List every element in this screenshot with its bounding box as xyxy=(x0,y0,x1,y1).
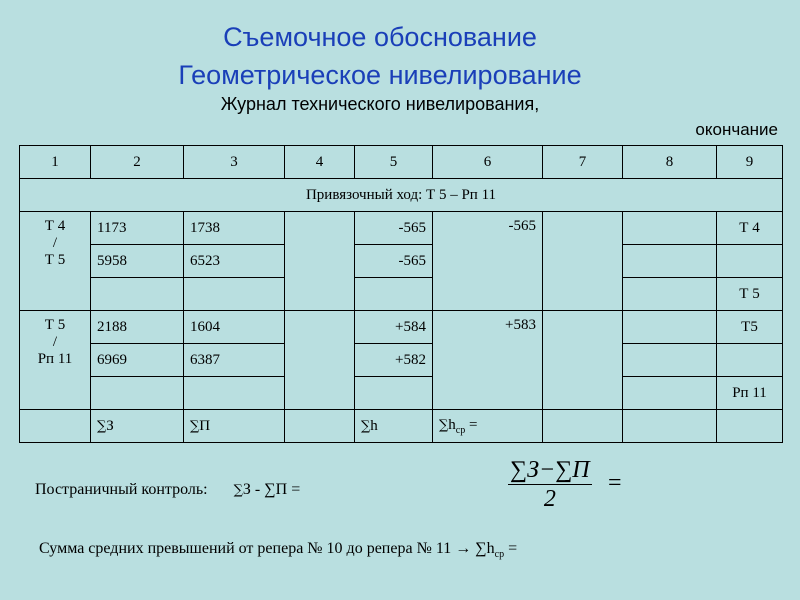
sum-symbol: ∑ xyxy=(190,418,200,434)
col-header: 9 xyxy=(717,146,783,179)
sum-symbol: ∑ xyxy=(97,418,107,434)
col-header: 8 xyxy=(623,146,717,179)
ending-label: окончание xyxy=(695,120,778,139)
back-reading: 5958 xyxy=(91,245,184,278)
empty-cell xyxy=(543,212,623,311)
fore-reading: 1604 xyxy=(184,311,285,344)
point-label: Т5 xyxy=(717,311,783,344)
sum-statement-eq: = xyxy=(504,540,518,557)
empty-cell xyxy=(543,410,623,443)
empty-cell xyxy=(623,344,717,377)
leveling-journal-table xyxy=(19,145,783,443)
sum-statement-sub: ср xyxy=(494,549,505,561)
empty-cell xyxy=(285,311,355,410)
empty-cell xyxy=(623,278,717,311)
empty-cell xyxy=(355,377,433,410)
station-cell xyxy=(20,212,91,311)
table-row xyxy=(20,311,783,344)
empty-cell xyxy=(623,410,717,443)
col-header: 3 xyxy=(184,146,285,179)
sum-z-cell xyxy=(91,410,184,443)
page-control-label: Постраничный контроль: xyxy=(35,481,208,498)
empty-cell xyxy=(717,344,783,377)
table-row xyxy=(20,245,783,278)
station-slash: / xyxy=(52,334,58,350)
sum-symbol: ∑ xyxy=(361,418,371,434)
empty-cell xyxy=(623,311,717,344)
station-cell xyxy=(20,311,91,410)
col-header: 6 xyxy=(433,146,543,179)
sum-hcp-label: h xyxy=(448,416,456,433)
title-line-2: Геометрическое нивелирование xyxy=(178,60,582,90)
sum-h-cell xyxy=(355,410,433,443)
empty-cell xyxy=(184,377,285,410)
col-header: 5 xyxy=(355,146,433,179)
elevation-diff: +584 xyxy=(355,311,433,344)
fore-reading: 6523 xyxy=(184,245,285,278)
point-label: Т 4 xyxy=(717,212,783,245)
table-row xyxy=(20,278,783,311)
table-row xyxy=(20,377,783,410)
elevation-diff: -565 xyxy=(355,245,433,278)
station-to: Т 5 xyxy=(44,252,66,268)
empty-cell xyxy=(91,377,184,410)
sum-symbol: ∑ xyxy=(439,417,449,433)
station-slash: / xyxy=(52,235,58,251)
formula-denominator: 2 xyxy=(543,486,556,512)
mean-elevation-diff: -565 xyxy=(433,212,543,311)
sum-statement-text: Сумма средних превышений от репера № 10 до репера № 11 → ∑h xyxy=(39,540,495,557)
page-control xyxy=(35,481,300,499)
table-row xyxy=(20,212,783,245)
sum-hcp-cell xyxy=(433,410,543,443)
empty-cell xyxy=(184,278,285,311)
empty-cell xyxy=(717,245,783,278)
header-row xyxy=(20,146,783,179)
elevation-diff: -565 xyxy=(355,212,433,245)
control-formula xyxy=(508,456,622,513)
sum-hcp-sub: ср xyxy=(455,424,466,436)
col-header: 4 xyxy=(285,146,355,179)
table-row xyxy=(20,344,783,377)
empty-cell xyxy=(717,410,783,443)
empty-cell xyxy=(285,410,355,443)
section-row xyxy=(20,179,783,212)
col-header: 7 xyxy=(543,146,623,179)
empty-cell xyxy=(20,410,91,443)
sum-p-cell xyxy=(184,410,285,443)
sum-h-label: h xyxy=(370,417,378,434)
sum-z-label: З xyxy=(106,417,114,434)
page-control-expr: З - ∑П = xyxy=(242,481,301,498)
point-label: Т 5 xyxy=(717,278,783,311)
empty-cell xyxy=(355,278,433,311)
sum-symbol: ∑ xyxy=(233,483,243,498)
elevation-diff: +582 xyxy=(355,344,433,377)
mean-elevation-diff: +583 xyxy=(433,311,543,410)
col-header: 2 xyxy=(91,146,184,179)
empty-cell xyxy=(91,278,184,311)
fore-reading: 1738 xyxy=(184,212,285,245)
station-to: Рп 11 xyxy=(37,351,73,367)
journal-subtitle: Журнал технического нивелирования, xyxy=(220,94,540,114)
empty-cell xyxy=(285,212,355,311)
empty-cell xyxy=(543,311,623,410)
empty-cell xyxy=(623,377,717,410)
station-from: Т 5 xyxy=(44,317,66,333)
empty-cell xyxy=(623,212,717,245)
sum-row xyxy=(20,410,783,443)
sum-statement xyxy=(39,540,517,560)
back-reading: 1173 xyxy=(91,212,184,245)
col-header: 1 xyxy=(20,146,91,179)
formula-numerator: ∑З−∑П xyxy=(510,457,590,483)
station-from: Т 4 xyxy=(44,218,66,234)
point-label: Рп 11 xyxy=(717,377,783,410)
fore-reading: 6387 xyxy=(184,344,285,377)
empty-cell xyxy=(623,245,717,278)
back-reading: 2188 xyxy=(91,311,184,344)
back-reading: 6969 xyxy=(91,344,184,377)
title-line-1: Съемочное обоснование xyxy=(223,22,537,52)
sum-hcp-eq: = xyxy=(465,416,478,433)
section-label: Привязочный ход: Т 5 – Рп 11 xyxy=(20,179,783,212)
sum-p-label: П xyxy=(199,417,211,434)
formula-equals: = xyxy=(608,470,622,496)
